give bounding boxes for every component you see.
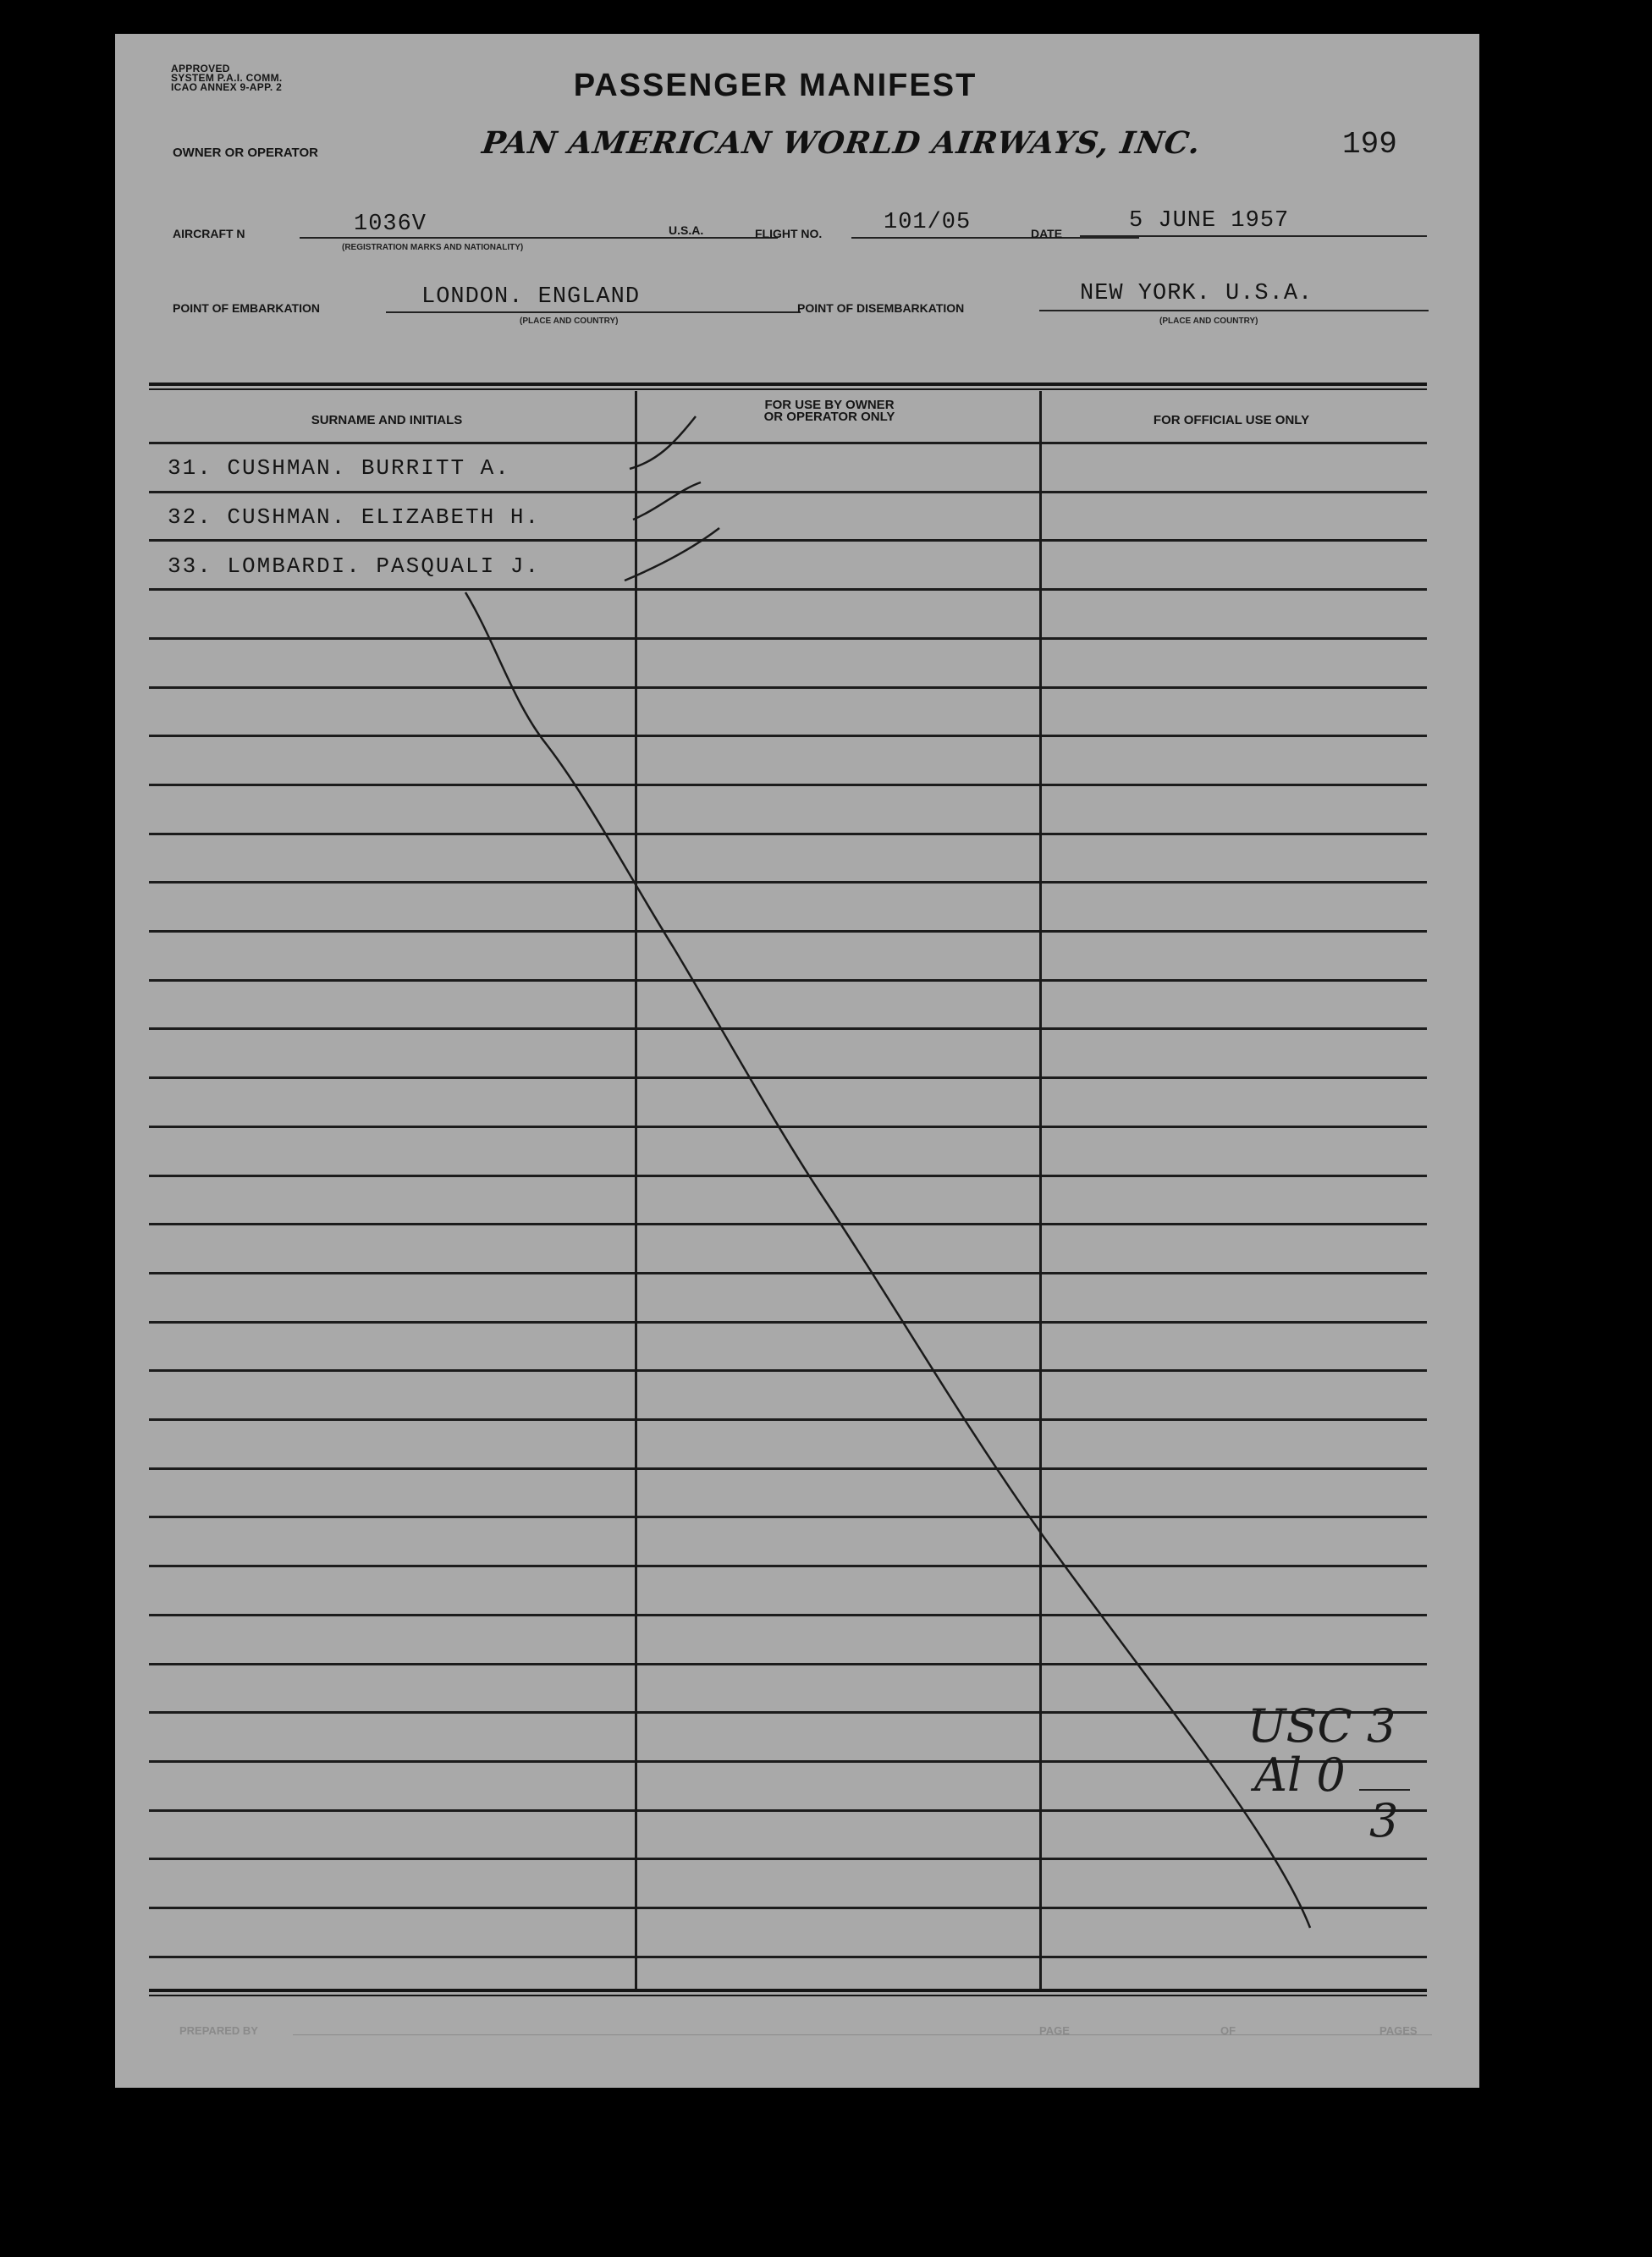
approval-stamp: APPROVED SYSTEM P.A.I. COMM. ICAO ANNEX 9-APP. 2: [171, 63, 283, 93]
aircraft-value: 1036V: [354, 212, 427, 237]
airline-name: PAN AMERICAN WORLD AIRWAYS, INC.: [480, 125, 1203, 161]
embarkation-value: LONDON. ENGLAND: [421, 284, 641, 310]
annotation-total: 3: [1369, 1794, 1399, 1847]
disembarkation-note: (PLACE AND COUNTRY): [1159, 317, 1258, 326]
annotation-al: Al 0: [1254, 1748, 1346, 1802]
pages-label: PAGES: [1379, 2024, 1418, 2037]
annotation-usc: USC 3: [1247, 1699, 1396, 1753]
passenger-row-32: 32. CUSHMAN. ELIZABETH H.: [168, 504, 541, 530]
check-mark-3: [625, 528, 719, 581]
page-label: PAGE: [1039, 2024, 1070, 2037]
embarkation-note: (PLACE AND COUNTRY): [520, 317, 619, 326]
annotation-sum-line: [1359, 1789, 1410, 1791]
flight-value: 101/05: [884, 210, 972, 235]
prepared-by-label: PREPARED BY: [179, 2024, 258, 2037]
date-label: DATE: [1031, 227, 1063, 240]
check-mark-1: [630, 416, 696, 469]
col-owner-header: FOR USE BY OWNER OR OPERATOR ONLY: [763, 398, 895, 424]
usa-label: U.S.A.: [669, 223, 704, 237]
owner-label: OWNER OR OPERATOR: [173, 146, 318, 160]
of-label: OF: [1220, 2024, 1236, 2037]
manifest-sheet: [115, 34, 1479, 2088]
check-mark-2: [633, 482, 701, 520]
registration-note: (REGISTRATION MARKS AND NATIONALITY): [342, 243, 524, 252]
page-number: 199: [1342, 127, 1397, 162]
col-surname-header: SURNAME AND INITIALS: [311, 413, 463, 427]
aircraft-label: AIRCRAFT N: [173, 227, 245, 240]
embarkation-label: POINT OF EMBARKATION: [173, 301, 320, 315]
footer-underline: [293, 2034, 1432, 2035]
date-value: 5 JUNE 1957: [1129, 208, 1290, 234]
strike-through-line: [465, 592, 1310, 1928]
page-title: PASSENGER MANIFEST: [573, 68, 977, 103]
flight-label: FLIGHT NO.: [755, 227, 823, 240]
passenger-row-31: 31. CUSHMAN. BURRITT A.: [168, 455, 510, 481]
disembarkation-label: POINT OF DISEMBARKATION: [797, 301, 965, 315]
disembarkation-value: NEW YORK. U.S.A.: [1080, 281, 1313, 306]
col-official-header: FOR OFFICIAL USE ONLY: [1153, 413, 1310, 427]
passenger-row-33: 33. LOMBARDI. PASQUALI J.: [168, 553, 541, 579]
